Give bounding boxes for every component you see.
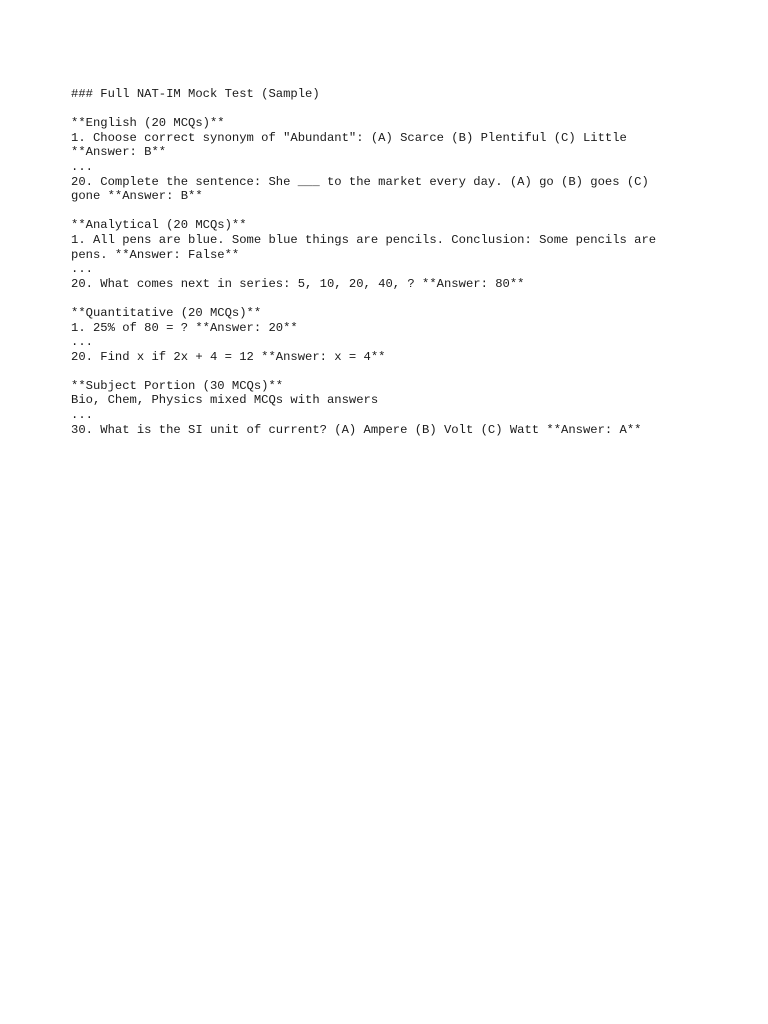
text-line: ... [71, 335, 93, 350]
spacer [71, 102, 731, 117]
text-line: pens. **Answer: False** [71, 247, 240, 262]
spacer [71, 364, 731, 379]
section-title: **English (20 MCQs)** [71, 116, 225, 131]
text-line: gone **Answer: B** [71, 189, 203, 204]
text-line: ... [71, 159, 93, 174]
section-analytical [71, 218, 731, 291]
spacer [71, 291, 731, 306]
text-line: 20. Find x if 2x + 4 = 12 **Answer: x = 4** [71, 349, 386, 364]
document-body [71, 87, 731, 437]
text-line: 30. What is the SI unit of current? (A) Ampere (B) Volt (C) Watt **Answer: A** [71, 422, 642, 437]
section-title: **Analytical (20 MCQs)** [71, 218, 247, 233]
text-line: 1. 25% of 80 = ? **Answer: 20** [71, 320, 298, 335]
text-line: 1. Choose correct synonym of "Abundant": (A) Scarce (B) Plentiful (C) Little [71, 130, 627, 145]
section-title: **Subject Portion (30 MCQs)** [71, 378, 284, 393]
text-line: **Answer: B** [71, 145, 167, 160]
section-english [71, 116, 731, 204]
text-line: 20. What comes next in series: 5, 10, 20, 40, ? **Answer: 80** [71, 276, 525, 291]
text-line: Bio, Chem, Physics mixed MCQs with answers [71, 393, 379, 408]
section-quantitative [71, 306, 731, 364]
text-line: 1. All pens are blue. Some blue things are pencils. Conclusion: Some pencils are [71, 232, 657, 247]
spacer [71, 204, 731, 219]
text-line: ... [71, 408, 93, 423]
text-line: 20. Complete the sentence: She ___ to the market every day. (A) go (B) goes (C) [71, 174, 649, 189]
section-subject-portion [71, 379, 731, 437]
section-title: **Quantitative (20 MCQs)** [71, 305, 262, 320]
document-heading: ### Full NAT-IM Mock Test (Sample) [71, 87, 320, 101]
text-line: ... [71, 262, 93, 277]
